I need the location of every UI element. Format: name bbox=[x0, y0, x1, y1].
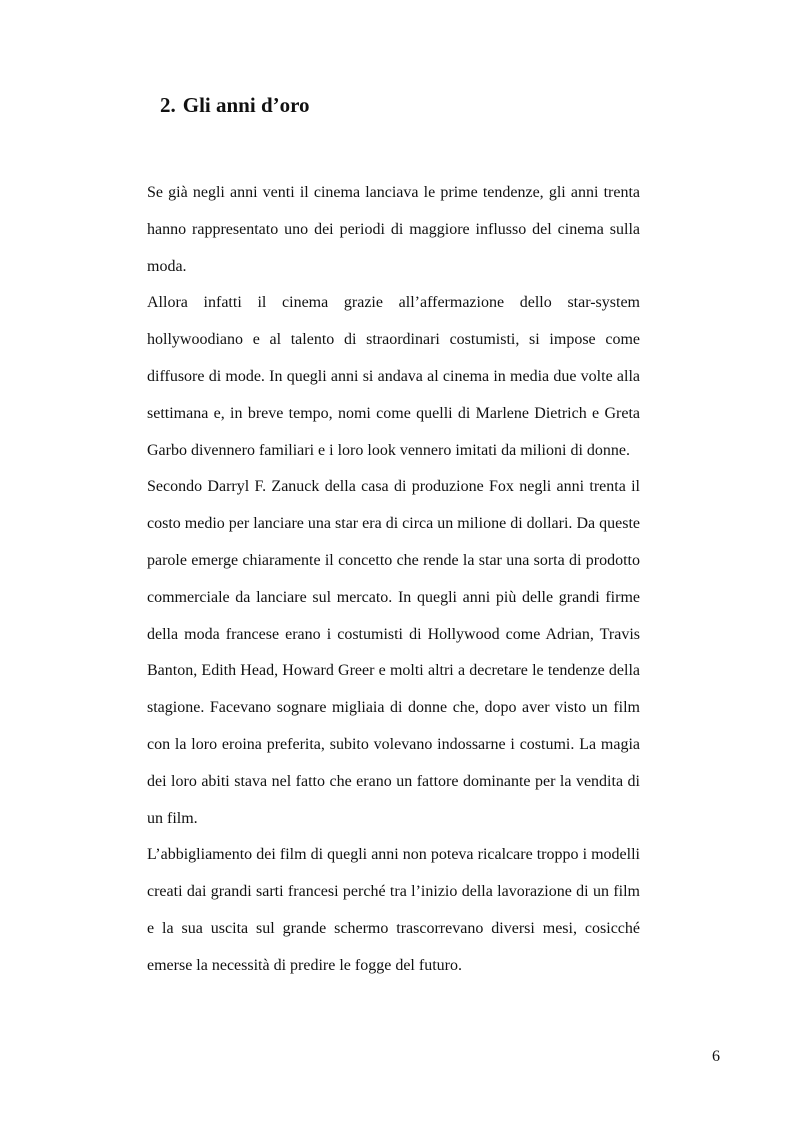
page-number: 6 bbox=[712, 1048, 720, 1065]
section-title: Gli anni d’oro bbox=[182, 93, 310, 117]
section-number: 2. bbox=[160, 93, 176, 117]
paragraph: Allora infatti il cinema grazie all’affermazione dello star-system hollywoodiano e al talento di straordinari costumisti, si impose come diffusore di mode. In quegli anni si andava al cinema in media due volte alla settimana e, in breve tempo, nomi come quelli di Marlene Dietrich e Greta Garbo divennero familiari e i loro look vennero imitati da milioni di donne. bbox=[147, 294, 640, 459]
section-heading bbox=[160, 93, 310, 118]
paragraph: Secondo Darryl F. Zanuck della casa di produzione Fox negli anni trenta il costo medio per lanciare una star era di circa un milione di dollari. Da queste parole emerge chiaramente il concetto che rende la star una sorta di prodotto commerciale da lanciare sul mercato. In quegli anni più delle grandi firme della moda francese erano i costumisti di Hollywood come Adrian, Travis Banton, Edith Head, Howard Greer e molti altri a decretare le tendenze della stagione. Facevano sognare migliaia di donne che, dopo aver visto un film con la loro eroina preferita, subito volevano indossarne i costumi. La magia dei loro abiti stava nel fatto che erano un fattore dominante per la vendita di un film. bbox=[147, 478, 640, 827]
paragraph: L’abbigliamento dei film di quegli anni non poteva ricalcare troppo i modelli creati dai grandi sarti francesi perché tra l’inizio della lavorazione di un film e la sua uscita sul grande schermo trascorrevano diversi mesi, cosicché emerse la necessità di predire le fogge del futuro. bbox=[147, 846, 640, 974]
paragraph: Se già negli anni venti il cinema lanciava le prime tendenze, gli anni trenta hanno rappresentato uno dei periodi di maggiore influsso del cinema sulla moda. bbox=[147, 184, 640, 275]
body-text bbox=[147, 175, 640, 985]
